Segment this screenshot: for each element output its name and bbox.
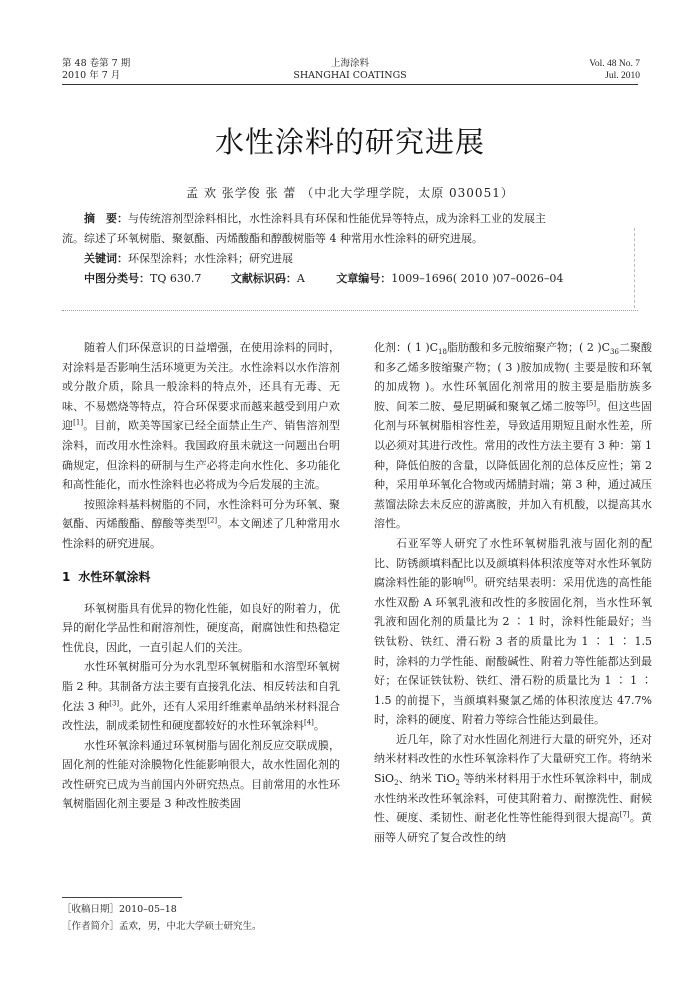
- subscript: 18: [438, 348, 447, 357]
- doc-code-label: 文献标识码：: [230, 272, 297, 285]
- text-run: 。但这些固化剂与环氧树脂相容性差，导致适用期短且耐水性差，所以必须对其进行改性。常用的改性方法主要有 3 种：第 1 种，降低伯胺的含量，以降低固化剂的总体反应性；第 2 种，采用单环氧化合物或丙烯腈封端；第 3 种，通过减压蒸馏法除去未反应的游离胺，并加入有机酸，以提高其水溶性。: [374, 399, 653, 531]
- volume-issue-cn: 第 48 卷第 7 期: [62, 58, 131, 69]
- text-run: 脂肪酸和多元胺缩聚产物；( 2 )C: [446, 341, 611, 354]
- subscript: 2: [394, 779, 399, 788]
- text-run: 。目前，欧美等国家已经全面禁止生产、销售溶剂型涂料，而改用水性涂料。我国政府虽未就这一问题出台明确规定，但涂料的研制与生产必将走向水性化、多功能化和高性能化，而水性涂料也必将成为今后发展的主流。: [62, 419, 341, 492]
- text-run: 按照涂料基料树脂的不同，水性涂料可分为环氧、聚氨酯、丙烯酸酯、醇酸等类型: [62, 497, 340, 531]
- text-run: 二聚酸和多乙烯多胺缩聚产物；( 3 )胺加成物( 主要是胺和环氧的加成物 )。水性环氧固化剂常用的胺主要是脂肪族多胺、间苯二胺、曼尼期碱和聚氧乙烯二胺等: [374, 341, 652, 413]
- footnote-rule: [62, 897, 182, 898]
- section-title: 水性环氧涂料: [78, 569, 151, 584]
- margin-mark: [634, 228, 635, 308]
- text-run: 水性环氧涂料通过环氧树脂与固化剂反应交联成膜，固化剂的性能对涂膜物化性能影响很大，故水性固化剂的改性研究已成为当前国内外研究热点。目前常用的水性环氧树脂固化剂主要是 3 种改性胺类固: [62, 738, 340, 811]
- paragraph-epoxy-types: [62, 657, 340, 735]
- classification-line: [62, 272, 638, 286]
- date-en: Jul. 2010: [605, 71, 640, 81]
- footnote-author-bio: ［作者简介］孟欢，男，中北大学硕士研究生。: [62, 921, 262, 932]
- citation-ref: [1]: [73, 418, 84, 427]
- citation-ref: [4]: [304, 718, 314, 727]
- keywords-line: [62, 252, 638, 266]
- citation-ref: [7]: [619, 810, 630, 819]
- text-run: 化剂：( 1 )C: [374, 341, 439, 354]
- article-no-label: 文章编号：: [336, 272, 392, 285]
- abstract-text-1: 与传统溶剂型涂料相比，水性涂料具有环保和性能优异等特点，成为涂料工业的发展主: [128, 212, 546, 225]
- clc-label: 中图分类号：: [84, 272, 150, 285]
- journal-name-en: SHANGHAI COATINGS: [293, 70, 407, 81]
- keywords-label: 关键词：: [84, 252, 128, 265]
- subscript: 2: [455, 779, 460, 788]
- citation-ref: [6]: [463, 575, 474, 584]
- abstract-label: 摘 要：: [84, 212, 128, 225]
- abstract-line-2: [62, 232, 638, 246]
- abstract-text-2: 流。综述了环氧树脂、聚氨酯、丙烯酸酯和醇酸树脂等 4 种常用水性涂料的研究进展。: [62, 232, 483, 245]
- text-run: 。此外，还有人采用纤维素单晶纳米材料混合改性法，制成柔韧性和硬度都较好的水性环氧涂料: [62, 699, 341, 733]
- header-right: [589, 58, 640, 82]
- text-run: 。黄丽等人研究了复合改性的纳: [374, 811, 653, 844]
- citation-ref: [5]: [586, 399, 597, 408]
- paragraph-curing-agents: [62, 736, 340, 814]
- authors-affiliation: 孟 欢 张学俊 张 蕾 （中北大学理学院，太原 030051）: [186, 186, 514, 200]
- journal-name-cn: 上海涂料: [330, 58, 369, 69]
- text-run: 。本文阐述了几种常用水性涂料的研究进展。: [62, 517, 341, 550]
- keywords-text: 环保型涂料；水性涂料；研究进展: [128, 252, 293, 265]
- text-run: 石亚军等人研究了水性环氧树脂乳液与固化剂的配比、防锈颜填料配比以及颜填料体积浓度等对水性环氧防腐涂料性能的影响: [374, 536, 652, 590]
- left-column: [62, 338, 340, 814]
- abstract-line-1: [62, 212, 638, 226]
- date-cn: 2010 年 7 月: [62, 70, 121, 81]
- abstract-block: [62, 212, 638, 308]
- subscript: 36: [610, 348, 619, 357]
- clc-value: TQ 630.7: [150, 272, 202, 285]
- article-no-value: 1009–1696( 2010 )07–0026–04: [391, 272, 564, 285]
- citation-ref: [2]: [207, 516, 218, 525]
- paragraph-nano-modification: [374, 730, 652, 848]
- paragraph-intro: [62, 338, 340, 495]
- text-run: 环氧树脂具有优异的物化性能，如良好的附着力，优异的耐化学品性和耐溶剂性，硬度高，耐腐蚀性和热稳定性优良，因此，一直引起人们的关注。: [62, 601, 340, 654]
- footnote-received: ［收稿日期］2010–05–18: [62, 904, 177, 915]
- section-number: 1: [62, 569, 71, 584]
- paper-title: 水性涂料的研究进展: [214, 125, 485, 159]
- text-run: 等纳米材料用于水性环氧涂料中，制成水性纳米改性环氧涂料，可使其附着力、耐擦洗性、耐候性、硬度、柔韧性、耐老化性等性能得到很大提高: [374, 772, 653, 825]
- text-run: 、纳米 TiO: [398, 772, 456, 786]
- header-rule: [62, 84, 638, 85]
- abstract-separator: [62, 310, 638, 311]
- paragraph-classification: [62, 495, 340, 554]
- paragraph-shi-study: [374, 534, 652, 730]
- text-run: 近几年，除了对水性固化剂进行大量的研究外，还对纳米材料改性的水性环氧涂料作了大量研究工作。将纳米 SiO: [374, 732, 652, 786]
- paragraph-curing-continued: [374, 338, 652, 534]
- volume-issue-en: Vol. 48 No. 7: [589, 59, 640, 69]
- text-run: 随着人们环保意识的日益增强，在使用涂料的同时，对涂料是否影响生活环境更为关注。水性涂料以水作溶剂或分散介质，除具一般涂料的特点外，还具有无毒、无味、不易燃烧等特点，符合环保要求而越来越受到用户欢迎: [62, 341, 340, 433]
- section-heading-1: [62, 568, 340, 585]
- text-run: 水性环氧树脂可分为水乳型环氧树脂和水溶型环氧树脂 2 种。其制备方法主要有直接乳化法、相反转法和自乳化法 3 种: [62, 660, 340, 713]
- text-run: 。: [313, 719, 325, 733]
- citation-ref: [3]: [109, 698, 120, 707]
- paragraph-epoxy-properties: [62, 599, 340, 658]
- doc-code-value: A: [296, 272, 305, 285]
- text-run: 。研究结果表明：采用优选的高性能水性双酚 A 环氧乳液和改性的多胺固化剂，当水性环氧乳液和固化剂的质量比为 2 ∶ 1 时，涂料性能最好；当铁钛粉、铁红、滑石粉 3 者的质量比为 1 ∶ 1 ∶ 1.5 时，涂料的力学性能、耐酸碱性、附着力等性能都达到最好；在保证铁钛粉、铁红、滑石粉的质量比为 1 ∶ 1 ∶ 1.5 的前提下，当颜填料聚氯乙烯的体积浓度达 47.7% 时，涂料的硬度、附着力等综合性能达到最佳。: [374, 576, 652, 727]
- right-column: [374, 338, 652, 847]
